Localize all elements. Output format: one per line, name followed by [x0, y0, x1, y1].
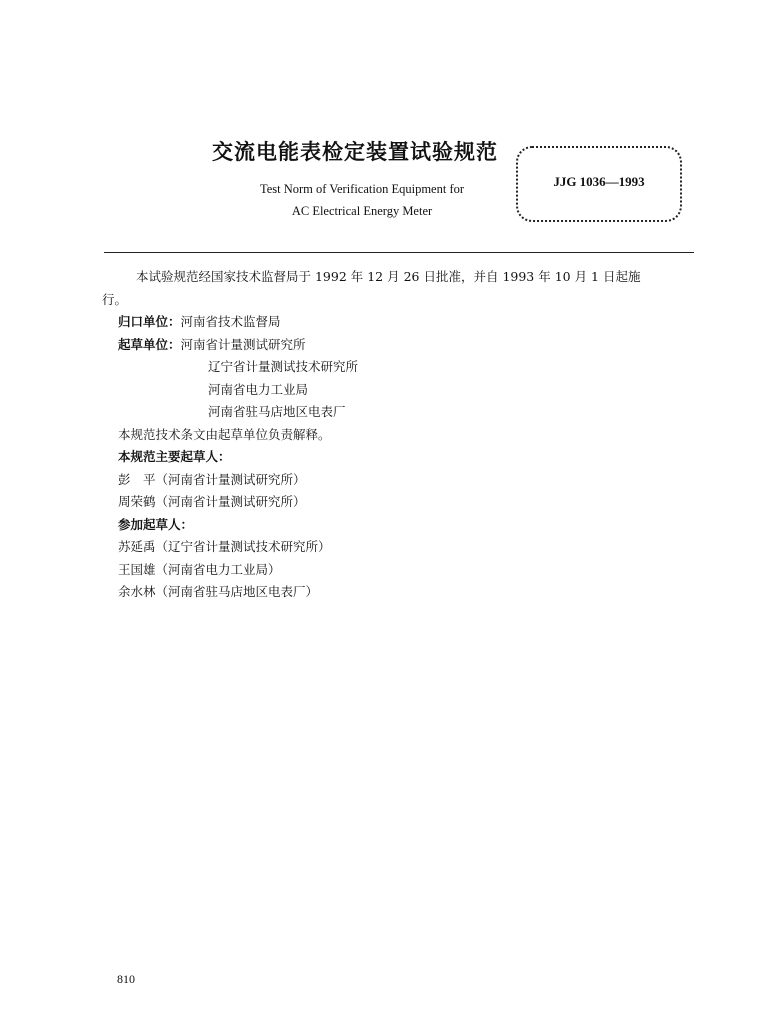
drafting-unit: 河南省电力工业局 [208, 381, 309, 397]
main-drafter: 周荣鹤（河南省计量测试研究所） [118, 494, 306, 509]
drafting-unit-label: 起草单位： [118, 336, 181, 352]
participant: 余水林（河南省驻马店地区电表厂） [118, 584, 319, 599]
approval-statement-cont: 行。 [102, 291, 128, 307]
participant: 王国雄（河南省电力工业局） [118, 561, 281, 577]
drafting-unit: 河南省计量测试研究所 [180, 336, 306, 352]
drafting-unit-row [118, 334, 694, 357]
drafting-unit: 河南省驻马店地区电表厂 [208, 404, 346, 419]
participant: 苏延禹（辽宁省计量测试技术研究所） [118, 539, 331, 554]
header-divider [104, 252, 694, 253]
drafting-unit: 辽宁省计量测试技术研究所 [208, 359, 359, 374]
document-subtitle [222, 178, 502, 222]
page-number: 810 [117, 972, 135, 986]
main-drafters-label: 本规范主要起草人： [118, 449, 231, 464]
responsible-unit-row [118, 311, 694, 334]
main-drafter: 彭 平（河南省计量测试研究所） [118, 471, 306, 487]
document-title: 交流电能表检定装置试验规范 [212, 140, 498, 164]
standard-code: JJG 1036—1993 [553, 174, 645, 189]
approval-statement: 本试验规范经国家技术监督局于 1992 年 12 月 26 日批准，并自 1993 年 10 月 1 日起施 [136, 269, 641, 284]
responsible-unit: 河南省技术监督局 [180, 314, 281, 329]
standard-code-box [516, 146, 682, 222]
subtitle-line-2: AC Electrical Energy Meter [291, 204, 433, 218]
participants-label: 参加起草人： [118, 516, 194, 532]
responsible-unit-label: 归口单位： [118, 314, 181, 329]
subtitle-line-1: Test Norm of Verification Equipment for [259, 182, 465, 196]
document-body [102, 266, 694, 604]
interpretation-note: 本规范技术条文由起草单位负责解释。 [118, 426, 331, 442]
